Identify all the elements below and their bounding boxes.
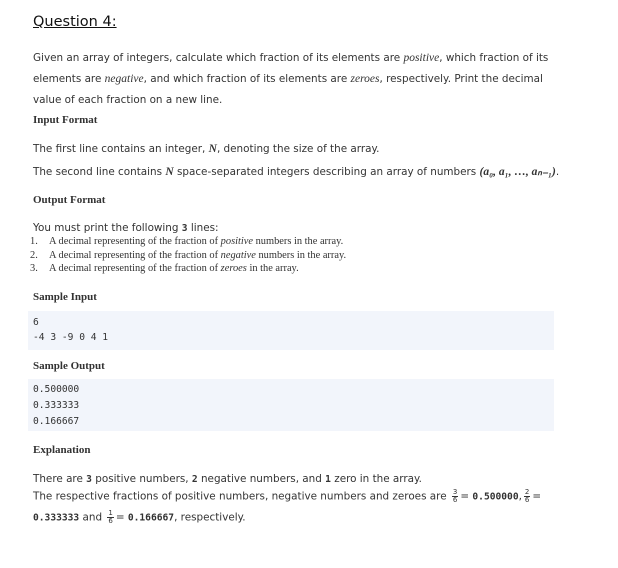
explanation-text: zero in the array.	[330, 473, 422, 485]
fraction-numerator: 1	[108, 509, 113, 517]
fraction	[524, 489, 530, 504]
list-term: negative	[220, 249, 256, 261]
explanation-text: positive numbers,	[91, 473, 192, 485]
list-item	[30, 235, 346, 249]
intro-line-1	[33, 52, 548, 64]
explanation-line-3	[33, 510, 246, 525]
explanation-line-2	[33, 489, 541, 504]
intro-line-2	[33, 73, 543, 85]
count-value: 3	[86, 474, 92, 485]
output-text: lines:	[187, 222, 219, 234]
list-term: positive	[220, 236, 253, 247]
explanation-text: negative numbers, and	[197, 473, 326, 485]
sample-output-block	[28, 379, 554, 431]
fraction	[452, 489, 458, 504]
input-text: The second line contains	[33, 166, 166, 178]
term-positive: positive	[403, 52, 440, 64]
explanation-text: , respectively.	[174, 511, 246, 524]
line-count: 3	[181, 223, 188, 234]
list-text: in the array.	[246, 263, 299, 274]
sample-input-block	[28, 311, 554, 350]
count-value: 1	[325, 474, 331, 485]
list-item	[30, 249, 346, 263]
intro-text: , which fraction of its	[439, 52, 549, 64]
comma: ,	[518, 490, 522, 503]
input-text: The first line contains an integer,	[33, 143, 209, 155]
fraction-value: 0.166667	[127, 512, 175, 524]
explanation-text: There are	[33, 473, 87, 485]
input-format-heading: Input Format	[33, 114, 98, 126]
input-format-line-1	[33, 143, 379, 155]
list-text: A decimal representing of the fraction of	[49, 263, 221, 274]
list-term: zeroes	[220, 263, 247, 274]
sample-input-heading: Sample Input	[33, 291, 97, 303]
term-negative: negative	[104, 73, 144, 85]
fraction-denominator: 6	[524, 496, 530, 504]
array-sequence: (a₀, a₁, …, aₙ₋₁)	[479, 166, 556, 178]
code-line: -4 3 -9 0 4 1	[33, 332, 109, 343]
explanation-text: The respective fractions of positive numbers, negative numbers and zeroes are	[33, 490, 450, 503]
output-format-lead	[33, 222, 219, 234]
fraction	[107, 510, 113, 525]
fraction-numerator: 3	[452, 488, 458, 496]
intro-text: elements are	[33, 73, 105, 85]
sample-output-heading: Sample Output	[33, 360, 105, 372]
input-text: , denoting the size of the array.	[216, 143, 380, 155]
input-text: space-separated integers describing an array of numbers	[173, 166, 480, 178]
explanation-heading: Explanation	[33, 444, 91, 456]
list-text: A decimal representing of the fraction of	[49, 249, 221, 261]
count-value: 2	[191, 474, 198, 485]
intro-line-3: value of each fraction on a new line.	[33, 94, 223, 106]
output-format-list	[30, 235, 346, 276]
code-line: 6	[33, 317, 39, 328]
code-line: 0.333333	[33, 400, 80, 411]
fraction-value: 0.500000	[472, 491, 519, 503]
term-zeroes: zeroes	[350, 73, 380, 85]
output-format-heading: Output Format	[33, 194, 106, 206]
list-text: numbers in the array.	[255, 249, 347, 261]
fraction-numerator: 2	[524, 488, 530, 496]
list-number: 1.	[30, 236, 38, 247]
intro-text: , respectively. Print the decimal	[379, 73, 543, 85]
intro-text: Given an array of integers, calculate which fraction of its elements are	[33, 52, 404, 64]
output-text: You must print the following	[33, 222, 182, 234]
list-text: numbers in the array.	[253, 236, 344, 247]
code-line: 0.500000	[33, 384, 80, 395]
list-item	[30, 262, 346, 276]
equals-sign: =	[115, 511, 128, 524]
input-format-line-2	[33, 164, 559, 178]
equals-sign: =	[532, 490, 542, 503]
code-line: 0.166667	[33, 416, 80, 427]
fraction-value: 0.333333	[33, 512, 80, 524]
list-number: 3.	[30, 263, 38, 274]
explanation-line-1	[33, 473, 422, 485]
fraction-denominator: 6	[452, 496, 458, 504]
page-title: Question 4:	[33, 14, 117, 30]
explanation-text: and	[79, 511, 106, 524]
equals-sign: =	[460, 490, 473, 503]
var-n: N	[208, 143, 217, 155]
list-text: A decimal representing of the fraction of	[49, 236, 221, 247]
fraction-denominator: 6	[108, 517, 113, 525]
list-number: 2.	[30, 249, 38, 261]
var-n: N	[165, 166, 174, 178]
input-text: .	[555, 166, 560, 178]
intro-text: , and which fraction of its elements are	[143, 73, 351, 85]
